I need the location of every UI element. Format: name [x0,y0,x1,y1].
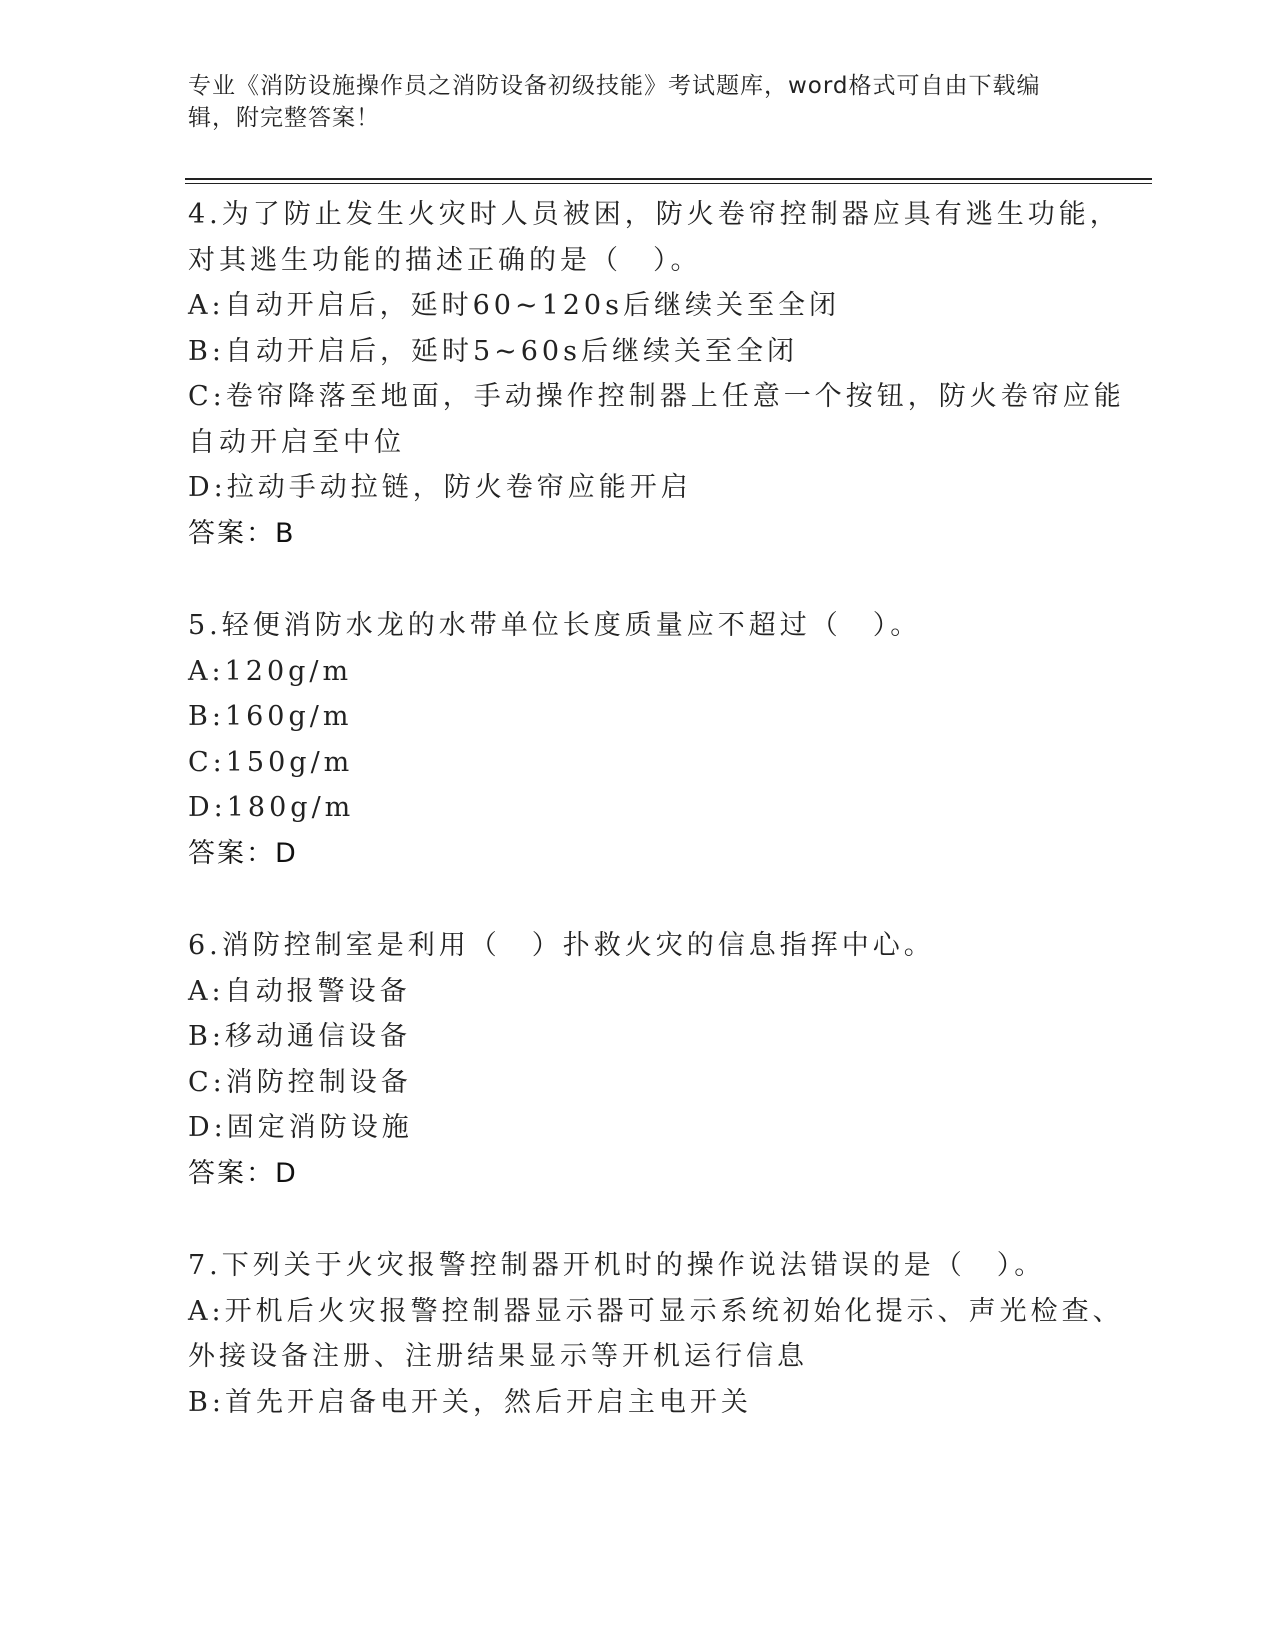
question-6-option-d: D:固定消防设施 [188,1112,413,1143]
question-6-option-c: C:消防控制设备 [188,1066,412,1098]
header-line-2: 辑，附完整答案！ [188,105,380,131]
question-7-option-b: B:首先开启备电开关，然后开启主电开关 [188,1386,752,1418]
question-4-stem-line-1: 4.为了防止发生火灾时人员被困，防火卷帘控制器应具有逃生功能， [188,199,1121,230]
document-header [188,70,1088,134]
question-5-option-b: B:160g/m [188,701,353,732]
question-list [188,192,1125,1425]
spacer [188,1196,1088,1243]
question-6-stem: 6.消防控制室是利用（ ）扑救火灾的信息指挥中心。 [188,930,935,961]
question-5 [188,603,1088,876]
question-6-answer: 答案：D [188,1157,298,1189]
question-7 [188,1243,1124,1425]
question-7-option-a-line-1: A:开机后火灾报警控制器显示器可显示系统初始化提示、声光检查、 [188,1295,1124,1327]
question-5-option-d: D:180g/m [188,792,355,823]
question-5-stem: 5.轻便消防水龙的水带单位长度质量应不超过（ ）。 [188,610,922,641]
question-4-option-d: D:拉动手动拉链，防火卷帘应能开启 [188,472,692,503]
header-divider-thin [185,183,1152,184]
question-5-option-a: A:120g/m [188,655,353,687]
question-7-stem: 7.下列关于火灾报警控制器开机时的操作说法错误的是（ ）。 [188,1250,1046,1281]
question-5-option-c: C:150g/m [188,746,354,778]
question-4-option-b: B:自动开启后，延时5~60s后继续关至全闭 [188,335,798,367]
question-4-option-c-line-2: 自动开启至中位 [188,426,405,458]
spacer [188,556,1088,603]
question-5-answer: 答案：D [188,837,298,869]
spacer [188,876,1088,923]
question-4-stem-line-2: 对其逃生功能的描述正确的是（ ）。 [188,244,702,276]
header-divider-thick [185,178,1152,180]
question-4 [188,192,1125,556]
question-7-option-a-line-2: 外接设备注册、注册结果显示等开机运行信息 [188,1341,808,1372]
question-6 [188,923,1088,1196]
question-4-option-c-line-1: C:卷帘降落至地面，手动操作控制器上任意一个按钮，防火卷帘应能 [188,381,1125,412]
question-6-option-b: B:移动通信设备 [188,1021,411,1052]
header-line-1: 专业《消防设施操作员之消防设备初级技能》考试题库，word格式可自由下载编 [188,73,1041,99]
question-6-option-a: A:自动报警设备 [188,975,411,1007]
question-4-option-a: A:自动开启后，延时60~120s后继续关至全闭 [188,290,840,321]
question-4-answer: 答案：B [188,517,296,549]
